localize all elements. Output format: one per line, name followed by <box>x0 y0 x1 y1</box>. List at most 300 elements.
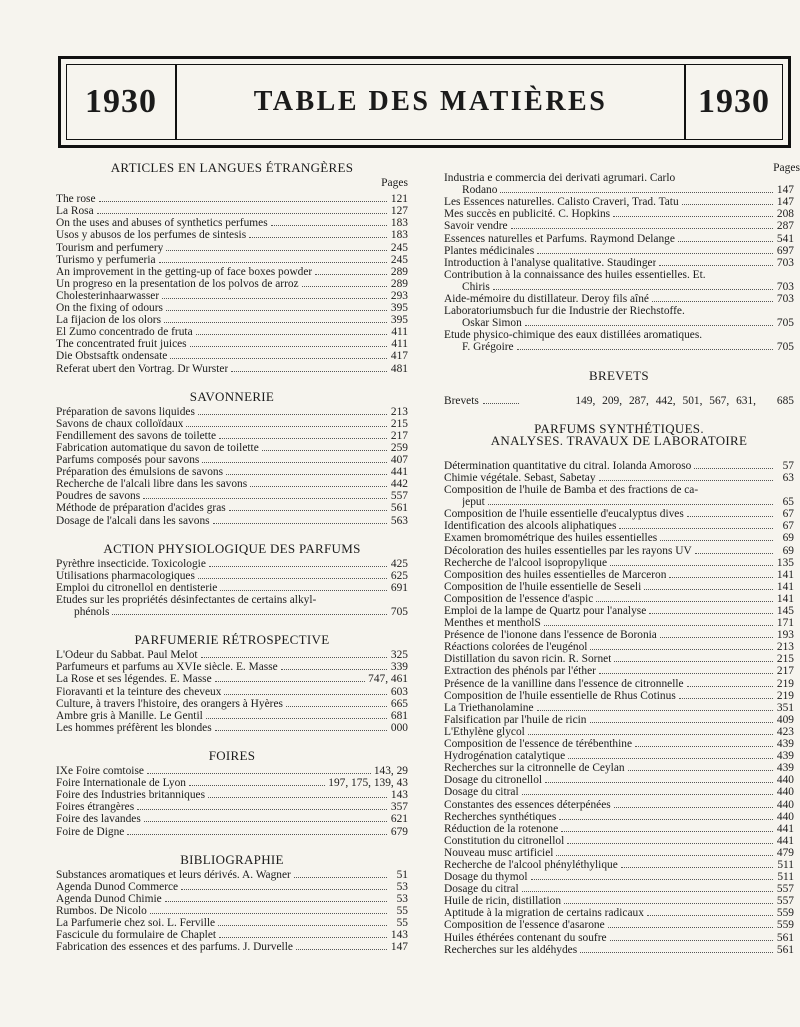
entry-page: 141 <box>776 568 794 581</box>
dot-leader <box>525 325 773 326</box>
entry-text: La Parfumerie chez soi. L. Ferville <box>56 917 216 930</box>
toc-entry <box>56 893 408 905</box>
toc-entry <box>444 532 794 544</box>
toc-entry <box>444 762 794 774</box>
entry-page: 559 <box>776 919 794 932</box>
entry-page: 289 <box>390 277 408 290</box>
entry-page: 479 <box>776 846 794 859</box>
entry-page: 407 <box>390 454 408 467</box>
entry-text: Recherche de l'alcool isopropylique <box>444 556 608 569</box>
toc-entry <box>56 302 408 314</box>
section-title: BREVETS <box>589 367 649 383</box>
dot-leader <box>613 216 773 217</box>
dot-leader <box>147 773 371 774</box>
toc-entry <box>444 641 794 653</box>
toc-entry <box>56 290 408 302</box>
entry-text: Emploi du citronellol en dentisterie <box>56 581 218 594</box>
toc-entry <box>444 799 794 811</box>
entry-text: Fabrication automatique du savon de toilette <box>56 441 259 454</box>
toc-entry <box>444 919 794 931</box>
entry-text: Composition de l'essence d'aspic <box>444 592 594 605</box>
toc-entry <box>56 430 408 442</box>
dot-leader <box>590 722 774 723</box>
dot-leader <box>271 225 387 226</box>
entry-text: Introduction à l'analyse qualitative. Staudinger <box>444 256 657 269</box>
toc-entry <box>56 765 408 777</box>
entry-page: 55 <box>396 917 408 930</box>
entry-page: 219 <box>776 689 794 702</box>
entry-text: Menthes et mentholS <box>444 617 541 630</box>
dot-leader <box>652 301 773 302</box>
toc-entry <box>444 859 794 871</box>
dot-leader <box>150 913 387 914</box>
right-top-list <box>444 172 794 353</box>
page-title: TABLE DES MATIÈRES <box>253 86 608 117</box>
dot-leader <box>186 426 387 427</box>
toc-entry <box>444 605 794 617</box>
dot-leader <box>614 807 773 808</box>
dot-leader <box>286 706 387 707</box>
toc-entry <box>56 881 408 893</box>
toc-entry <box>444 184 794 196</box>
toc-entry-line <box>444 269 794 281</box>
dot-leader <box>219 438 387 439</box>
toc-entry <box>444 702 794 714</box>
entry-text: Savons de chaux colloïdaux <box>56 417 184 430</box>
dot-leader <box>483 403 519 404</box>
dot-leader <box>544 625 773 626</box>
pages-label: Pages <box>381 177 408 190</box>
dot-leader <box>226 474 387 475</box>
toc-entry <box>444 653 794 665</box>
toc-entry <box>444 233 794 245</box>
entry-text: Fioravanti et la teinture des cheveux <box>56 685 222 698</box>
entry-text: Extraction des phénols par l'éther <box>444 665 596 678</box>
toc-entry <box>444 196 794 208</box>
dot-leader <box>596 601 773 602</box>
entry-text: Huiles éthérées contenant du soufre <box>444 931 607 944</box>
brevets-pages: 149, 209, 287, 442, 501, 567, 631, <box>575 394 756 407</box>
entry-text: Les hommes préfèrent les blondes <box>56 721 212 734</box>
toc-entry <box>56 606 408 618</box>
dot-leader <box>220 590 387 591</box>
dot-leader <box>190 346 387 347</box>
toc-entry <box>444 508 794 520</box>
toc-entry <box>56 418 408 430</box>
toc-entry <box>56 242 408 254</box>
dot-leader <box>181 889 387 890</box>
entry-page: 697 <box>776 244 794 257</box>
entry-page: 703 <box>776 280 794 293</box>
entry-text: Culture, à travers l'histoire, des orangers à Hyères <box>56 697 283 710</box>
entry-page: 442 <box>390 478 408 491</box>
entry-text: Dosage du thymol <box>444 871 528 884</box>
dot-leader <box>522 794 773 795</box>
entry-text: Foire des Industries britanniques <box>56 789 206 802</box>
entry-page: 559 <box>776 907 794 920</box>
entry-page: 69 <box>782 532 794 545</box>
dot-leader <box>568 758 773 759</box>
dot-leader <box>189 785 325 786</box>
dot-leader <box>590 649 773 650</box>
toc-entry <box>56 801 408 813</box>
toc-entry <box>56 326 408 338</box>
entry-page: 197, 175, 139, 43 <box>328 777 408 790</box>
toc-entry <box>56 442 408 454</box>
dot-leader <box>659 265 773 266</box>
toc-entry <box>56 710 408 722</box>
entry-text-cont: Rodano <box>462 184 498 197</box>
toc-entry <box>444 317 794 329</box>
toc-entry-line <box>56 594 408 606</box>
entry-text: Etudes sur les propriétés désinfectantes de certains alkyl- <box>56 594 317 606</box>
dot-leader <box>159 262 387 263</box>
dot-leader <box>500 192 773 193</box>
toc-entry <box>56 314 408 326</box>
entry-page: 287 <box>776 220 794 233</box>
dot-leader <box>218 925 387 926</box>
toc-entry <box>444 293 794 305</box>
entry-page: 441 <box>390 466 408 479</box>
dot-leader <box>567 843 773 844</box>
toc-entry <box>56 826 408 838</box>
entry-text: Foires étrangères <box>56 801 135 814</box>
dot-leader <box>302 286 387 287</box>
dot-leader <box>202 462 387 463</box>
dot-leader <box>614 661 773 662</box>
entry-text: Parfums composés pour savons <box>56 454 200 467</box>
entry-text: Composition de l'huile essentielle de Rhus Cotinus <box>444 689 676 702</box>
entry-text: Foire Internationale de Lyon <box>56 777 187 790</box>
section-gap <box>444 450 794 460</box>
toc-entry <box>56 649 408 661</box>
entry-text: Agenda Dunod Chimie <box>56 892 162 905</box>
dot-leader <box>99 201 387 202</box>
entry-text: Industria e commercia dei derivati agrumari. Carlo <box>444 172 676 185</box>
entry-text: Emploi de la lampe de Quartz pour l'analyse <box>444 605 647 617</box>
section-title: ANALYSES. TRAVAUX DE LABORATOIRE <box>490 432 748 448</box>
entry-page: 67 <box>782 508 794 521</box>
section-gap <box>444 385 794 395</box>
toc-entry <box>56 722 408 734</box>
entry-page: 193 <box>776 629 794 642</box>
toc-entry <box>56 454 408 466</box>
entry-text: Distillation du savon ricin. R. Sornet <box>444 653 612 666</box>
section-title: BIBLIOGRAPHIE <box>180 851 284 867</box>
toc-entry <box>56 558 408 570</box>
entry-page: 665 <box>390 697 408 710</box>
entry-text: Foire de Digne <box>56 825 125 838</box>
toc-entry <box>444 545 794 557</box>
entry-page: 53 <box>396 892 408 905</box>
toc-entry <box>444 726 794 738</box>
toc-entry <box>444 944 794 956</box>
dot-leader <box>213 523 387 524</box>
toc-entry <box>444 557 794 569</box>
entry-page: 417 <box>390 350 408 363</box>
dot-leader <box>528 734 773 735</box>
dot-leader <box>545 782 773 783</box>
entry-page: 293 <box>390 289 408 302</box>
toc-entry <box>56 217 408 229</box>
section-title: SAVONNERIE <box>189 388 275 404</box>
entry-text: Fabrication des essences et des parfums. J. Durvelle <box>56 941 293 954</box>
dot-leader <box>164 322 387 323</box>
dot-leader <box>165 901 387 902</box>
entry-page: 411 <box>391 326 408 339</box>
year-left: 1930 <box>67 65 177 139</box>
dot-leader <box>608 927 773 928</box>
entry-text: Chimie végétale. Sebast, Sabetay <box>444 471 596 484</box>
toc-entry <box>444 883 794 895</box>
dot-leader <box>644 589 773 590</box>
entry-text: On the uses and abuses of synthetics perfumes <box>56 217 268 230</box>
entry-page: 57 <box>782 459 794 472</box>
toc-entry <box>444 460 794 472</box>
toc-entry <box>56 502 408 514</box>
entry-page: 511 <box>777 871 794 884</box>
toc-entry <box>56 789 408 801</box>
toc-entry <box>444 665 794 677</box>
entry-page: 141 <box>776 592 794 605</box>
toc-entry <box>56 363 408 375</box>
toc-entry <box>56 490 408 502</box>
toc-entry-line <box>444 305 794 317</box>
toc-entry <box>56 278 408 290</box>
dot-leader <box>166 250 387 251</box>
toc-entry <box>444 281 794 293</box>
dot-leader <box>687 686 773 687</box>
brevets-line <box>444 395 794 407</box>
entry-text: Recherches synthétiques <box>444 810 557 823</box>
entry-text: Examen bromométrique des huiles essentielles <box>444 532 658 545</box>
entry-text-cont: jeput <box>462 496 485 509</box>
entry-page: 440 <box>776 798 794 811</box>
entry-page: 409 <box>776 713 794 726</box>
toc-entry <box>56 570 408 582</box>
dot-leader <box>682 204 773 205</box>
entry-page: 245 <box>390 241 408 254</box>
toc-entry <box>56 338 408 350</box>
dot-leader <box>144 821 387 822</box>
entry-text: Cholesterinhaarwasser <box>56 289 160 302</box>
entry-text: Falsification par l'huile de ricin <box>444 713 587 726</box>
toc-entry <box>56 777 408 789</box>
entry-page: 441 <box>776 822 794 835</box>
entry-page: 425 <box>390 557 408 570</box>
entry-page: 423 <box>776 725 794 738</box>
entry-page: 561 <box>776 943 794 956</box>
toc-entry <box>444 245 794 257</box>
entry-text: La Rose et ses légendes. E. Masse <box>56 673 212 686</box>
dot-leader <box>517 349 773 350</box>
entry-page: 217 <box>390 429 408 442</box>
header-inner-frame <box>66 64 783 140</box>
entry-page: 625 <box>390 569 408 582</box>
entry-text: Fendillement des savons de toilette <box>56 429 217 442</box>
dot-leader <box>488 504 773 505</box>
entry-page: 213 <box>776 641 794 654</box>
entry-page: 325 <box>390 649 408 662</box>
toc-entry <box>444 629 794 641</box>
toc-entry <box>56 929 408 941</box>
entry-text: Etude physico-chimique des eaux distillées aromatiques. <box>444 329 703 342</box>
entry-page: 219 <box>776 677 794 690</box>
entry-text: Composition de l'huile essentielle de Seseli <box>444 580 642 593</box>
entry-text: Réactions colorées de l'eugénol <box>444 641 588 654</box>
dot-leader <box>219 937 387 938</box>
entry-text: El Zumo concentrado de fruta <box>56 326 193 339</box>
dot-leader <box>621 867 773 868</box>
entry-text: Préparation des émulsions de savons <box>56 466 224 479</box>
dot-leader <box>647 915 773 916</box>
dot-leader <box>198 578 387 579</box>
entry-text: Composition des huiles essentielles de Marceron <box>444 568 667 581</box>
toc-entry-line <box>444 172 794 184</box>
entry-page: 127 <box>390 205 408 218</box>
entry-text: Recherche de l'alcali libre dans les savons <box>56 478 248 491</box>
toc-entry <box>56 673 408 685</box>
entry-text: La Triethanolamine <box>444 701 534 714</box>
entry-page: 481 <box>390 362 408 375</box>
entry-text: Usos y abusos de los perfumes de sintesis <box>56 229 247 242</box>
dot-leader <box>635 746 773 747</box>
dot-leader <box>231 371 387 372</box>
entry-text: Plantes médicinales <box>444 244 535 257</box>
dot-leader <box>143 498 387 499</box>
entry-page: 208 <box>776 208 794 221</box>
entry-text: Composition de l'essence d'asarone <box>444 919 605 932</box>
entry-page: 541 <box>776 232 794 245</box>
entry-page: 245 <box>390 253 408 266</box>
entry-page: 259 <box>390 441 408 454</box>
section-title: PARFUMERIE RÉTROSPECTIVE <box>134 632 330 648</box>
entry-page: 561 <box>776 931 794 944</box>
entry-text: Tourism and perfumery <box>56 241 164 254</box>
entry-text: Contribution à la connaissance des huiles essentielles. Et. <box>444 268 706 281</box>
toc-entry <box>444 932 794 944</box>
toc-entry <box>56 917 408 929</box>
toc-entry <box>56 466 408 478</box>
toc-entry <box>56 905 408 917</box>
entry-text: Décoloration des huiles essentielles par les rayons UV <box>444 544 692 557</box>
entry-page: 395 <box>390 314 408 327</box>
entry-text: Composition de l'huile essentielle d'eucalyptus dives <box>444 508 684 521</box>
entry-page: 603 <box>390 685 408 698</box>
dot-leader <box>537 253 773 254</box>
brevets-last-page: 685 <box>776 394 794 407</box>
entry-text: Foire des lavandes <box>56 813 141 826</box>
entry-page: 681 <box>390 709 408 722</box>
toc-entry <box>444 220 794 232</box>
entry-page: 679 <box>390 825 408 838</box>
entry-text: Referat ubert den Vortrag. Dr Wurster <box>56 362 229 375</box>
toc-entry <box>444 593 794 605</box>
entry-page: 217 <box>776 665 794 678</box>
toc-entry <box>444 871 794 883</box>
toc-entry <box>56 406 408 418</box>
toc-entry <box>444 581 794 593</box>
entry-text-cont: Chiris <box>462 280 490 293</box>
entry-text: Huile de ricin, distillation <box>444 895 562 908</box>
dot-leader <box>209 566 387 567</box>
entry-page: 69 <box>782 544 794 557</box>
dot-leader <box>262 450 387 451</box>
dot-leader <box>208 797 387 798</box>
toc-entry <box>444 257 794 269</box>
entry-page: 213 <box>390 405 408 418</box>
entry-page: 53 <box>396 880 408 893</box>
entry-page: 65 <box>782 496 794 509</box>
entry-page: 215 <box>390 417 408 430</box>
entry-text: Nouveau musc artificiel <box>444 846 554 859</box>
entry-text: Parfumeurs et parfums au XVIe siècle. E. Masse <box>56 661 278 674</box>
dot-leader <box>127 834 387 835</box>
entry-page: 557 <box>776 895 794 908</box>
toc-entry <box>444 208 794 220</box>
entry-text: On the fixing of odours <box>56 302 163 315</box>
dot-leader <box>580 952 773 953</box>
dot-leader <box>564 903 773 904</box>
toc-entry <box>444 774 794 786</box>
entry-text: Die Obstsaftk ondensate <box>56 350 168 363</box>
dot-leader <box>522 891 773 892</box>
entry-page: 439 <box>776 738 794 751</box>
dot-leader <box>599 673 773 674</box>
toc-entry <box>444 496 794 508</box>
entry-page: 183 <box>390 229 408 242</box>
dot-leader <box>215 681 365 682</box>
toc-entry <box>56 254 408 266</box>
dot-leader <box>694 468 773 469</box>
entry-text: Aide-mémoire du distillateur. Deroy fils aîné <box>444 293 649 306</box>
dot-leader <box>249 237 387 238</box>
entry-page: 703 <box>776 293 794 306</box>
dot-leader <box>556 855 773 856</box>
section-title: FOIRES <box>208 747 256 763</box>
entry-text-cont: phénols <box>74 606 110 619</box>
toc-entry <box>444 569 794 581</box>
entry-text: Présence de la vanilline dans l'essence de citronnelle <box>444 677 684 690</box>
entry-page: 147 <box>390 941 408 954</box>
dot-leader <box>679 698 773 699</box>
toc-entry <box>56 661 408 673</box>
dot-leader <box>166 310 387 311</box>
section-title: ACTION PHYSIOLOGIQUE DES PARFUMS <box>103 540 361 556</box>
entry-text: Dosage du citral <box>444 883 519 896</box>
entry-page: 691 <box>390 581 408 594</box>
entry-page: 147 <box>776 196 794 209</box>
toc-entry <box>56 193 408 205</box>
dot-leader <box>196 334 387 335</box>
entry-text: Laboratoriumsbuch fur die Industrie der Riechstoffe. <box>444 305 685 318</box>
toc-entry <box>444 738 794 750</box>
entry-page: 440 <box>776 810 794 823</box>
dot-leader <box>296 949 387 950</box>
entry-text: The rose <box>56 193 96 206</box>
entry-page: 621 <box>390 813 408 826</box>
entry-text: Turismo y perfumeria <box>56 253 156 266</box>
entry-page: 703 <box>776 256 794 269</box>
dot-leader <box>198 414 387 415</box>
entry-text: Savoir vendre <box>444 220 508 233</box>
section-title: ARTICLES EN LANGUES ÉTRANGÈRES <box>110 160 354 175</box>
dot-leader <box>201 657 387 658</box>
entry-page: 705 <box>390 606 408 619</box>
dot-leader <box>610 565 773 566</box>
dot-leader <box>687 516 773 517</box>
entry-page: 557 <box>390 490 408 503</box>
